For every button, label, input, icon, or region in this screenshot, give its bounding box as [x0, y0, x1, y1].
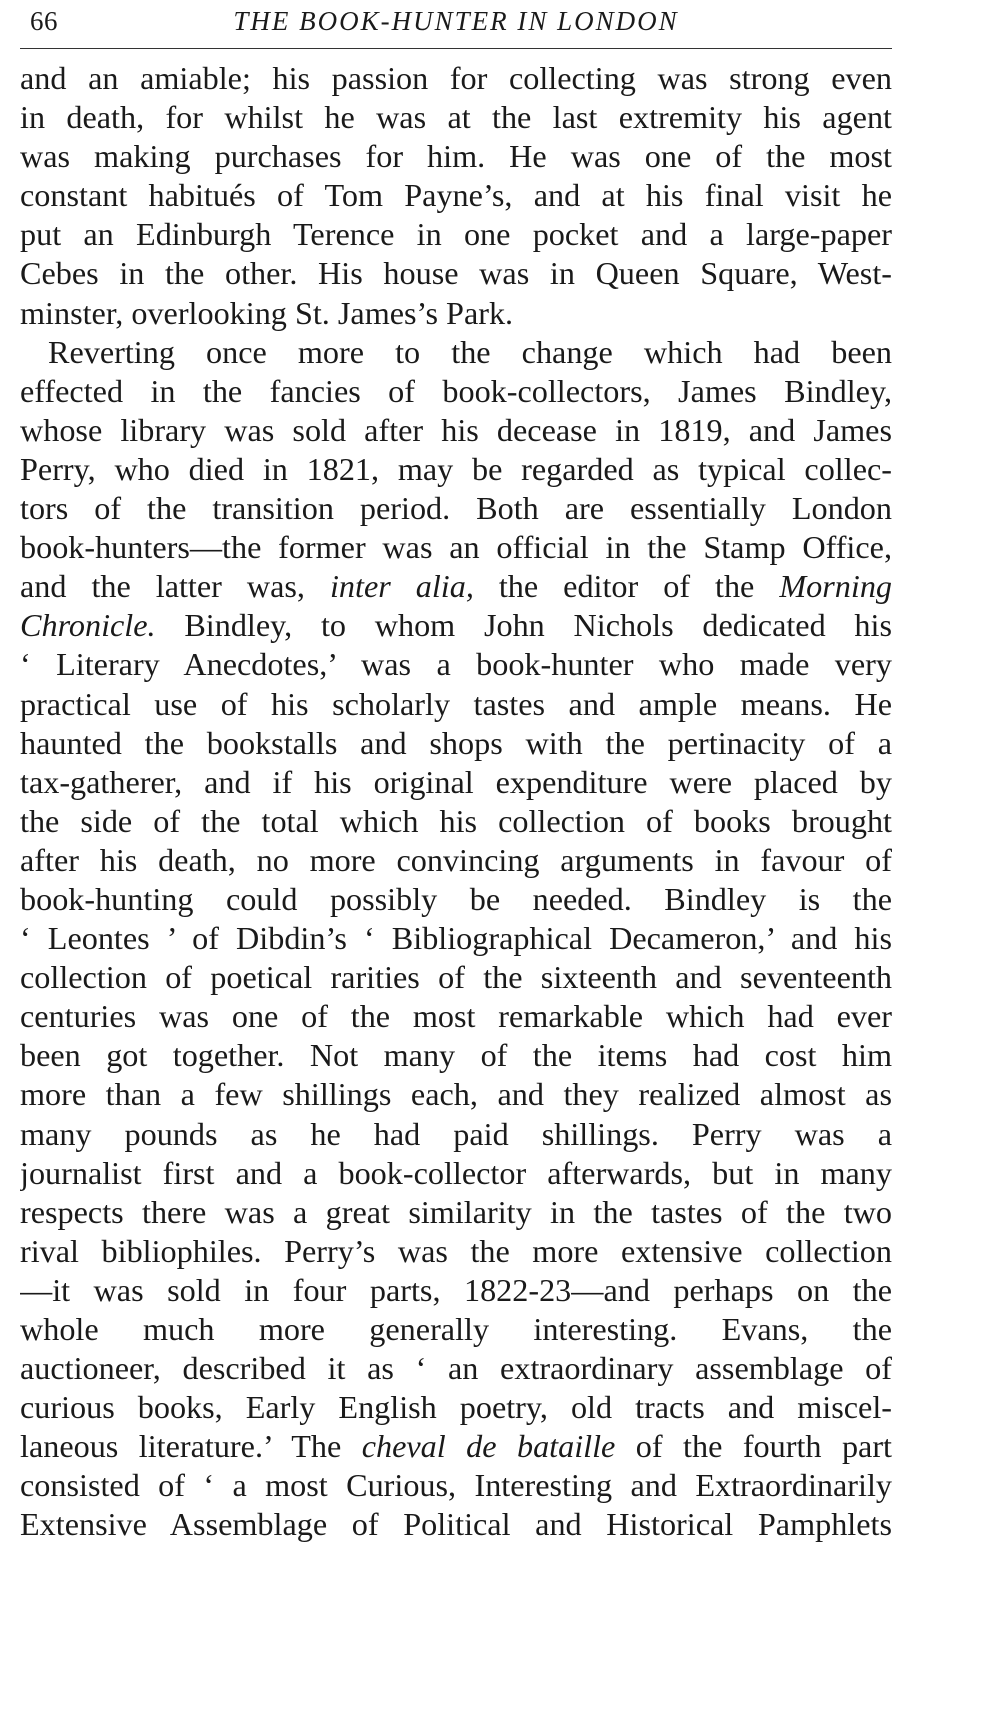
text-line: curious books, Early English poetry, old tracts and miscel-: [20, 1389, 892, 1426]
text-line: whole much more generally interesting. Evans, the: [20, 1311, 892, 1347]
text-line-with-italics: [20, 1427, 892, 1466]
text-line: Extensive Assemblage of Political and Historical Pamphlets: [20, 1506, 892, 1543]
text-line: after his death, no more convincing arguments in favour of: [20, 841, 892, 878]
text-line: been got together. Not many of the items had cost him: [20, 1037, 892, 1074]
text-line-with-italics: [20, 606, 892, 645]
text-run: and the latter was,: [20, 568, 330, 605]
text-line-with-italics: [20, 567, 892, 606]
text-run: Bindley, to whom John Nichols dedicated his: [155, 607, 892, 644]
text-line: Reverting once more to the change which had been: [48, 333, 892, 370]
text-line: book-hunting could possibly be needed. Bindley is the: [20, 880, 892, 917]
text-line: centuries was one of the most remarkable which had ever: [20, 998, 892, 1035]
page-number: 66: [30, 6, 58, 36]
text-line: was making purchases for him. He was one of the most: [20, 138, 892, 175]
text-line: many pounds as he had paid shillings. Perry was a: [20, 1115, 892, 1152]
text-line: put an Edinburgh Terence in one pocket and a large-paper: [20, 216, 892, 253]
running-title: THE BOOK-HUNTER IN LONDON: [233, 6, 679, 36]
text-run: laneous literature.’ The: [20, 1428, 362, 1465]
text-line: journalist first and a book-collector afterwards, but in many: [20, 1154, 892, 1191]
book-page: [20, 0, 892, 1545]
text-line: minster, overlooking St. James’s Park.: [20, 294, 514, 331]
text-line: auctioneer, described it as ‘ an extraordinary assemblage of: [20, 1350, 892, 1387]
text-line: the side of the total which his collection of books brought: [20, 802, 892, 839]
text-line: whose library was sold after his decease in 1819, and James: [20, 411, 892, 448]
text-line: rival bibliophiles. Perry’s was the more extensive collection: [20, 1232, 892, 1269]
text-line: Cebes in the other. His house was in Queen Square, West-: [20, 255, 892, 292]
text-line: ‘ Leontes ’ of Dibdin’s ‘ Bibliographical Decameron,’ and his: [20, 920, 892, 957]
italic-phrase: cheval de bataille: [361, 1428, 616, 1465]
text-line: effected in the fancies of book-collectors, James Bindley,: [20, 372, 892, 409]
text-line: constant habitués of Tom Payne’s, and at his final visit he: [20, 177, 892, 214]
header-rule: [20, 48, 892, 49]
text-line: book-hunters—the former was an official in the Stamp Office,: [20, 529, 892, 566]
text-line: practical use of his scholarly tastes and ample means. He: [20, 685, 892, 722]
paragraph-1: [20, 59, 892, 333]
text-run: the editor of the: [473, 568, 780, 605]
text-line: tax-gatherer, and if his original expenditure were placed by: [20, 763, 892, 800]
text-line: more than a few shillings each, and they realized almost as: [20, 1076, 892, 1113]
text-line: consisted of ‘ a most Curious, Interesting and Extraordinarily: [20, 1467, 892, 1504]
text-line: in death, for whilst he was at the last extremity his agent: [20, 99, 892, 136]
paragraph-2: [20, 333, 892, 1545]
text-run: of the fourth part: [615, 1428, 892, 1465]
text-line: collection of poetical rarities of the sixteenth and seventeenth: [20, 959, 892, 996]
body-text: [20, 59, 892, 1545]
italic-title: Morning: [779, 568, 892, 605]
running-head: [20, 4, 892, 44]
text-line: ‘ Literary Anecdotes,’ was a book-hunter who made very: [20, 646, 892, 683]
text-line: Perry, who died in 1821, may be regarded as typical collec-: [20, 450, 892, 487]
text-line: haunted the bookstalls and shops with the pertinacity of a: [20, 724, 892, 761]
text-line: tors of the transition period. Both are essentially London: [20, 490, 892, 527]
italic-phrase: inter alia,: [329, 568, 474, 605]
text-line: —it was sold in four parts, 1822-23—and perhaps on the: [20, 1271, 892, 1308]
text-line: respects there was a great similarity in the tastes of the two: [20, 1193, 892, 1230]
text-line: and an amiable; his passion for collecting was strong even: [20, 60, 892, 96]
italic-title: Chronicle.: [20, 607, 156, 644]
